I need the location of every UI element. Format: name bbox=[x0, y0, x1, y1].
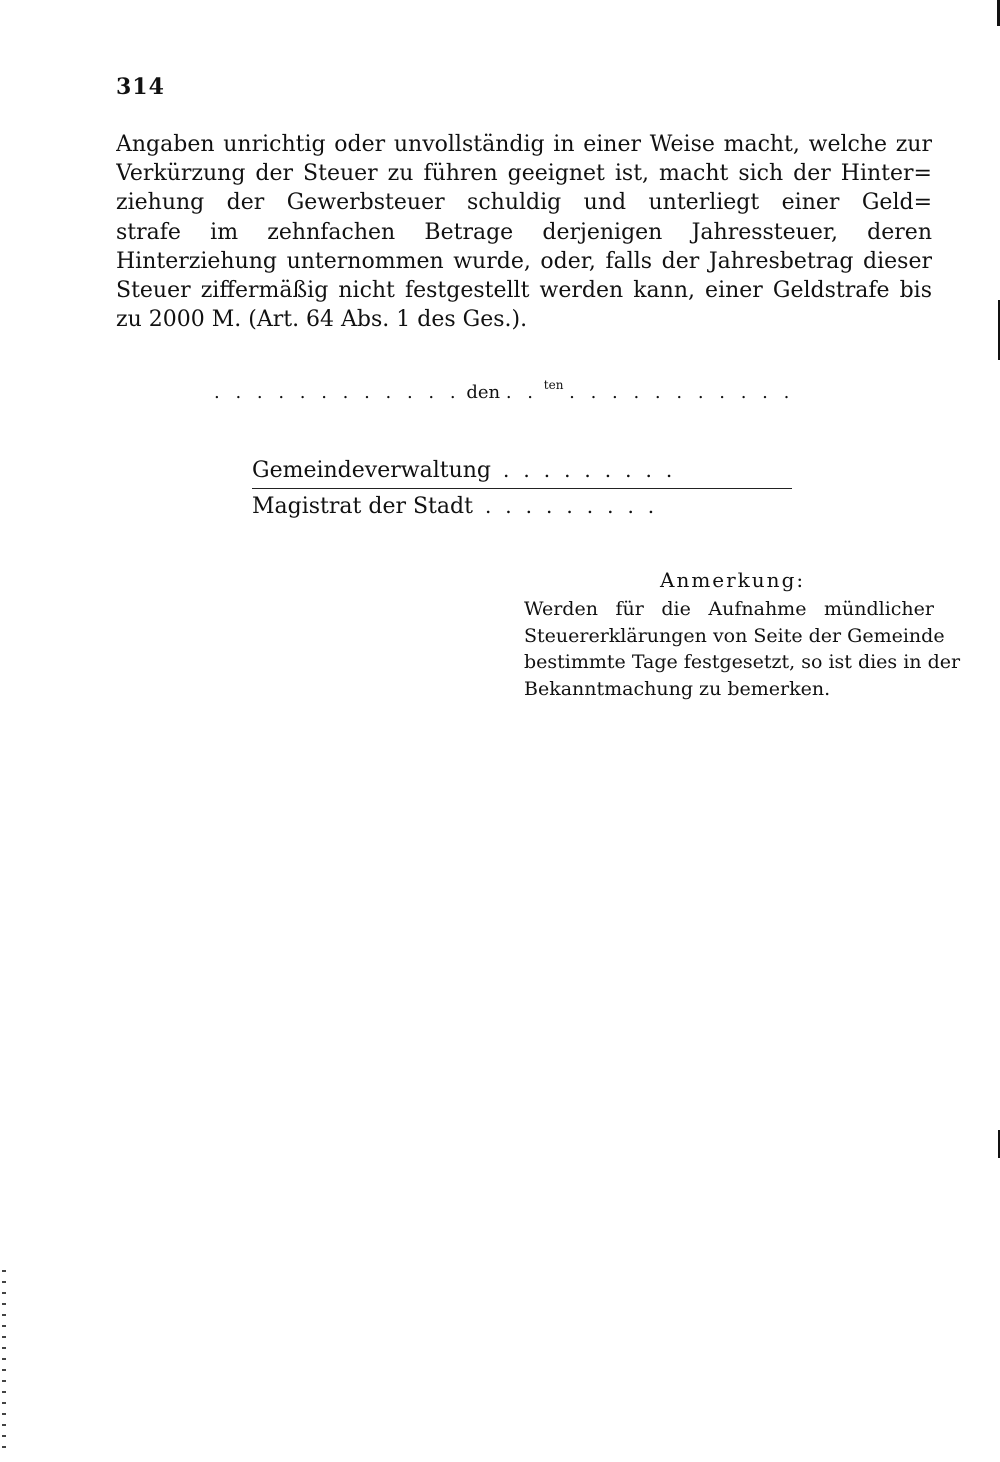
paragraph-line: zu 2000 M. (Art. 64 Abs. 1 des Ges.). bbox=[116, 307, 528, 333]
paragraph-line: Hinterziehung unternommen wurde, oder, falls der Jahresbetrag dieser bbox=[116, 248, 932, 274]
paragraph-line: ziehung der Gewerbsteuer schuldig und unterliegt einer Geld= bbox=[116, 190, 932, 216]
signature-row bbox=[252, 458, 792, 492]
body-paragraph bbox=[116, 130, 932, 334]
signature-line-2: Magistrat der Stadt bbox=[252, 494, 473, 519]
note-body bbox=[524, 596, 961, 702]
note-line: Steuererklärungen von Seite der Gemeinde bbox=[524, 624, 945, 647]
signature-blank: ......... bbox=[503, 458, 687, 482]
date-ten-suffix: ten bbox=[543, 378, 564, 392]
signature-blank: ......... bbox=[484, 494, 669, 518]
date-blank: . . . . . . . . . . . bbox=[569, 382, 795, 403]
date-den-label: den bbox=[466, 382, 501, 403]
paragraph-line: Angaben unrichtig oder unvollständig in einer Weise macht, welche zur bbox=[116, 132, 932, 157]
paragraph-line: Steuer ziffermäßig nicht festgestellt werden kann, einer Geldstrafe bis bbox=[116, 278, 932, 304]
signature-row bbox=[252, 494, 792, 528]
date-line bbox=[214, 378, 834, 403]
signature-block bbox=[252, 458, 792, 528]
note-line: bestimmte Tage festgesetzt, so ist dies in der bbox=[524, 651, 961, 673]
date-blank: . . . . . . . . . . . . bbox=[214, 382, 461, 403]
signature-divider bbox=[252, 488, 792, 489]
page-number: 314 bbox=[116, 74, 165, 100]
paragraph-line: Verkürzung der Steuer zu führen geeignet ist, macht sich der Hinter= bbox=[116, 161, 932, 187]
signature-line-1: Gemeindeverwaltung bbox=[252, 458, 491, 483]
note-heading: Anmerkung: bbox=[660, 568, 806, 592]
paragraph-line: strafe im zehnfachen Betrage derjenigen Jahressteuer, deren bbox=[116, 219, 932, 245]
note-line: Werden für die Aufnahme mündlicher bbox=[524, 598, 934, 620]
date-blank: . . bbox=[505, 382, 539, 403]
binding-marks bbox=[2, 1270, 6, 1450]
note-line: Bekanntmachung zu bemerken. bbox=[524, 677, 831, 700]
